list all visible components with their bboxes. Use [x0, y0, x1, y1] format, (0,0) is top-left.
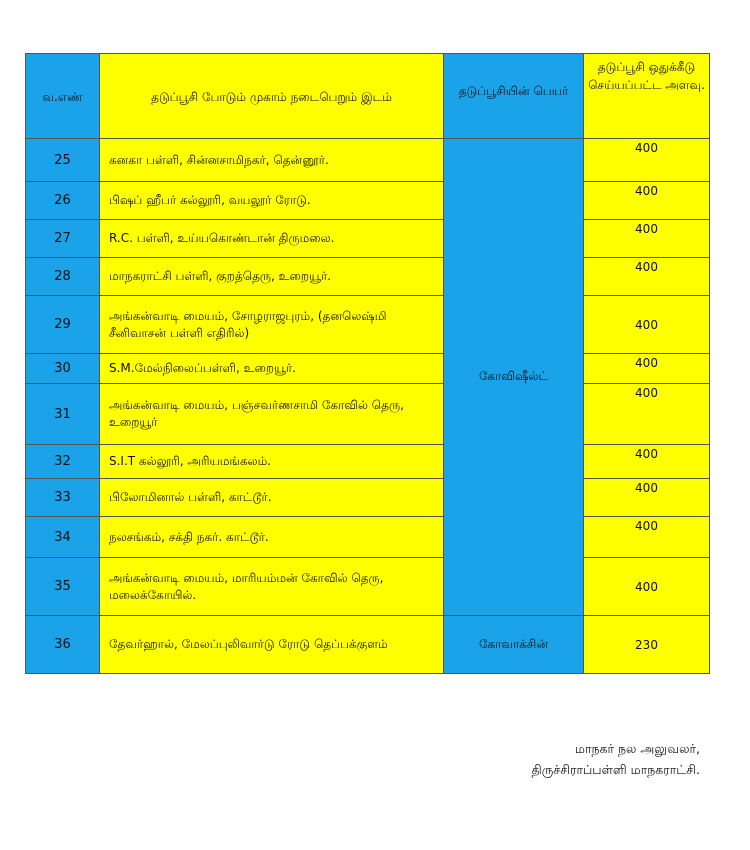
place-cell: R.C. பள்ளி, உய்யகொண்டான் திருமலை.: [100, 220, 444, 258]
place-cell: S.M.மேல்நிலைப்பள்ளி, உறையூர்.: [100, 354, 444, 384]
table-row: [26, 558, 710, 616]
table-row: [26, 258, 710, 296]
place-cell: பிஷப் ஹீபர் கல்லூரி, வயலூர் ரோடு.: [100, 182, 444, 220]
header-place: தடுப்பூசி போடும் முகாம் நடைபெறும் இடம்: [100, 54, 444, 139]
vaccine-cell-covaxin: கோவாக்சின்: [444, 616, 584, 674]
place-cell: பிலோமினால் பள்ளி, காட்டூர்.: [100, 479, 444, 517]
quantity-cell: 400: [584, 479, 710, 517]
table-row: [26, 517, 710, 558]
quantity-cell: 400: [584, 220, 710, 258]
table-row: [26, 182, 710, 220]
place-cell: தேவர்ஹால், மேலப்புலிவார்டு ரோடு தெப்பக்குளம்: [100, 616, 444, 674]
serial-cell: 31: [26, 384, 100, 445]
serial-cell: 26: [26, 182, 100, 220]
header-quantity: தடுப்பூசி ஒதுக்கீடு செய்யப்பட்ட அளவு.: [584, 54, 710, 139]
table-row: [26, 220, 710, 258]
serial-cell: 35: [26, 558, 100, 616]
table-row: [26, 479, 710, 517]
place-cell: S.I.T கல்லூரி, அரியமங்கலம்.: [100, 445, 444, 479]
place-cell: நலசங்கம், சக்தி நகர். காட்டூர்.: [100, 517, 444, 558]
place-cell: அங்கன்வாடி மையம், பஞ்சவர்ணசாமி கோவில் தெரு, உறையூர்: [100, 384, 444, 445]
place-cell: கனகா பள்ளி, சின்னசாமிநகர், தென்னூர்.: [100, 139, 444, 182]
signature-block: [531, 738, 700, 780]
quantity-cell: 400: [584, 354, 710, 384]
vaccine-cell-covishield: கோவிஷீல்ட்: [444, 139, 584, 616]
signature-office: திருச்சிராப்பள்ளி மாநகராட்சி.: [531, 762, 700, 777]
signature-title: மாநகர் நல அலுவலர்,: [574, 741, 700, 756]
quantity-cell: 400: [584, 384, 710, 445]
quantity-cell: 230: [584, 616, 710, 674]
header-serial: வ.எண்: [26, 54, 100, 139]
table-row: [26, 354, 710, 384]
table-row: [26, 139, 710, 182]
serial-cell: 30: [26, 354, 100, 384]
quantity-cell: 400: [584, 296, 710, 354]
table-row: [26, 384, 710, 445]
serial-cell: 34: [26, 517, 100, 558]
table-row: [26, 616, 710, 674]
header-vaccine: தடுப்பூசியின் பெயர்: [444, 54, 584, 139]
serial-cell: 29: [26, 296, 100, 354]
quantity-cell: 400: [584, 139, 710, 182]
quantity-cell: 400: [584, 517, 710, 558]
serial-cell: 25: [26, 139, 100, 182]
serial-cell: 33: [26, 479, 100, 517]
serial-cell: 36: [26, 616, 100, 674]
serial-cell: 28: [26, 258, 100, 296]
place-cell: அங்கன்வாடி மையம், மாரியம்மன் கோவில் தெரு, மலைக்கோயில்.: [100, 558, 444, 616]
quantity-cell: 400: [584, 182, 710, 220]
quantity-cell: 400: [584, 558, 710, 616]
serial-cell: 32: [26, 445, 100, 479]
quantity-cell: 400: [584, 445, 710, 479]
quantity-cell: 400: [584, 258, 710, 296]
table-row: [26, 296, 710, 354]
table-row: [26, 445, 710, 479]
serial-cell: 27: [26, 220, 100, 258]
table-header-row: [26, 54, 710, 139]
vaccination-camp-table: [25, 53, 710, 674]
place-cell: மாநகராட்சி பள்ளி, குறத்தெரு, உறையூர்.: [100, 258, 444, 296]
place-cell: அங்கன்வாடி மையம், சோழராஜபுரம், (தனலெஷ்மி சீனிவாசன் பள்ளி எதிரில்): [100, 296, 444, 354]
